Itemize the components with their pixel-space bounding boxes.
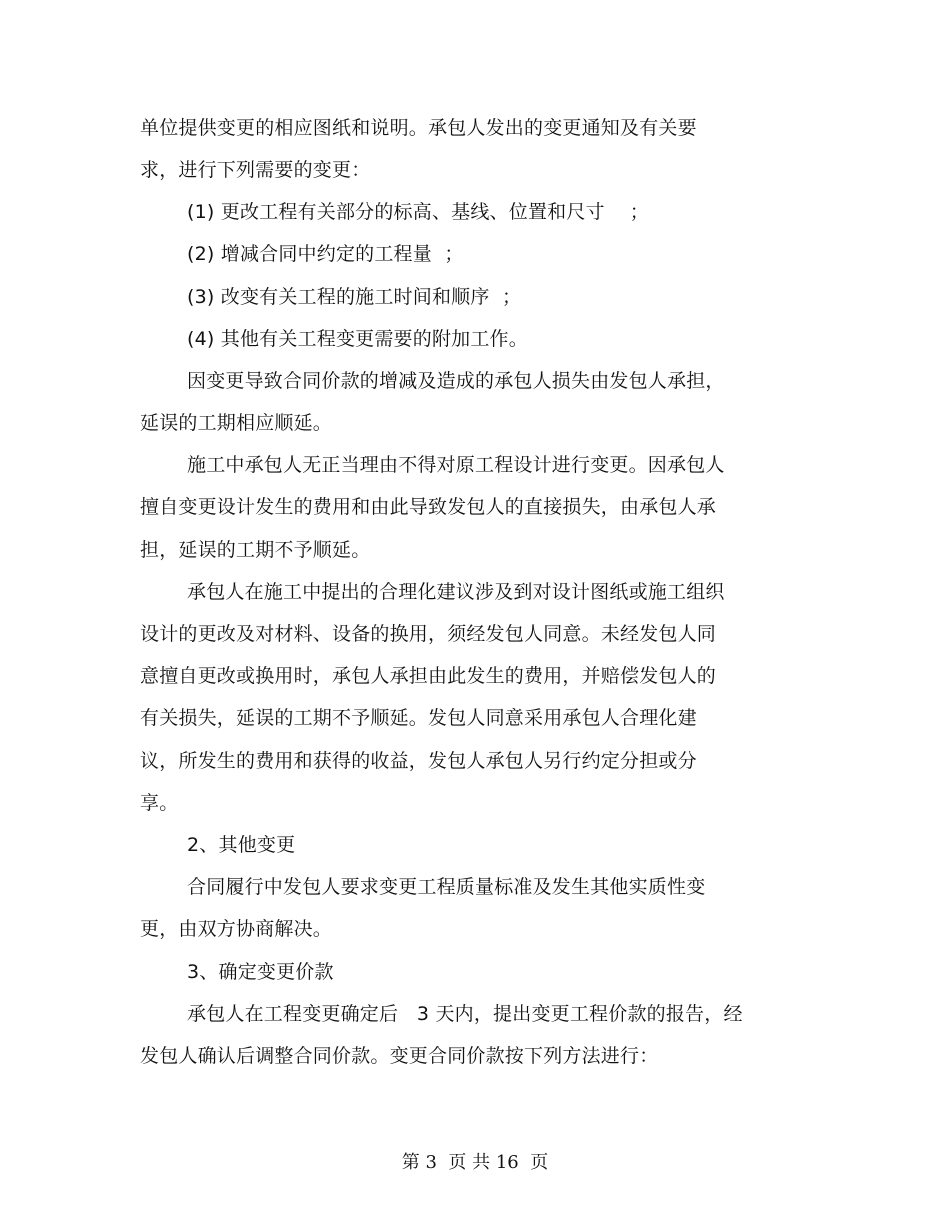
text-line: 享。 bbox=[140, 792, 179, 814]
section-heading: 3、确定变更价款 bbox=[187, 961, 334, 983]
text-line: 议，所发生的费用和获得的收益，发包人承包人另行约定分担或分 bbox=[140, 750, 697, 772]
text-line: 更，由双方协商解决。 bbox=[140, 918, 333, 940]
paragraph-first-line: 合同履行中发包人要求变更工程质量标准及发生其他实质性变 bbox=[187, 876, 706, 898]
text-line: 意擅自更改或换用时，承包人承担由此发生的费用，并赔偿发包人的 bbox=[140, 665, 717, 687]
paragraph-first-line: 承包人在施工中提出的合理化建议涉及到对设计图纸或施工组织 bbox=[187, 581, 725, 603]
page-number-footer: 第 3 页 共 16 页 bbox=[401, 1152, 549, 1173]
text-line: 求，进行下列需要的变更： bbox=[140, 159, 371, 181]
text-line: 单位提供变更的相应图纸和说明。承包人发出的变更通知及有关要 bbox=[140, 117, 697, 139]
list-item: (1) 更改工程有关部分的标高、基线、位置和尺寸 ； bbox=[187, 201, 649, 223]
list-item: (2) 增减合同中约定的工程量 ； bbox=[187, 243, 464, 265]
text-line: 发包人确认后调整合同价款。变更合同价款按下列方法进行： bbox=[140, 1045, 659, 1067]
paragraph-first-line: 施工中承包人无正当理由不得对原工程设计进行变更。因承包人 bbox=[187, 454, 725, 476]
list-item: (3) 改变有关工程的施工时间和顺序 ； bbox=[187, 286, 522, 308]
text-line: 有关损失，延误的工期不予顺延。发包人同意采用承包人合理化建 bbox=[140, 707, 697, 729]
text-line: 设计的更改及对材料、设备的换用，须经发包人同意。未经发包人同 bbox=[140, 623, 717, 645]
text-line: 延误的工期相应顺延。 bbox=[140, 412, 333, 434]
paragraph-first-line: 因变更导致合同价款的增减及造成的承包人损失由发包人承担， bbox=[187, 370, 725, 392]
list-item: (4) 其他有关工程变更需要的附加工作。 bbox=[187, 328, 528, 350]
text-line: 擅自变更设计发生的费用和由此导致发包人的直接损失，由承包人承 bbox=[140, 496, 717, 518]
section-heading: 2、其他变更 bbox=[187, 834, 296, 856]
paragraph-first-line: 承包人在工程变更确定后 3 天内，提出变更工程价款的报告，经 bbox=[187, 1003, 743, 1025]
text-line: 担，延误的工期不予顺延。 bbox=[140, 539, 371, 561]
